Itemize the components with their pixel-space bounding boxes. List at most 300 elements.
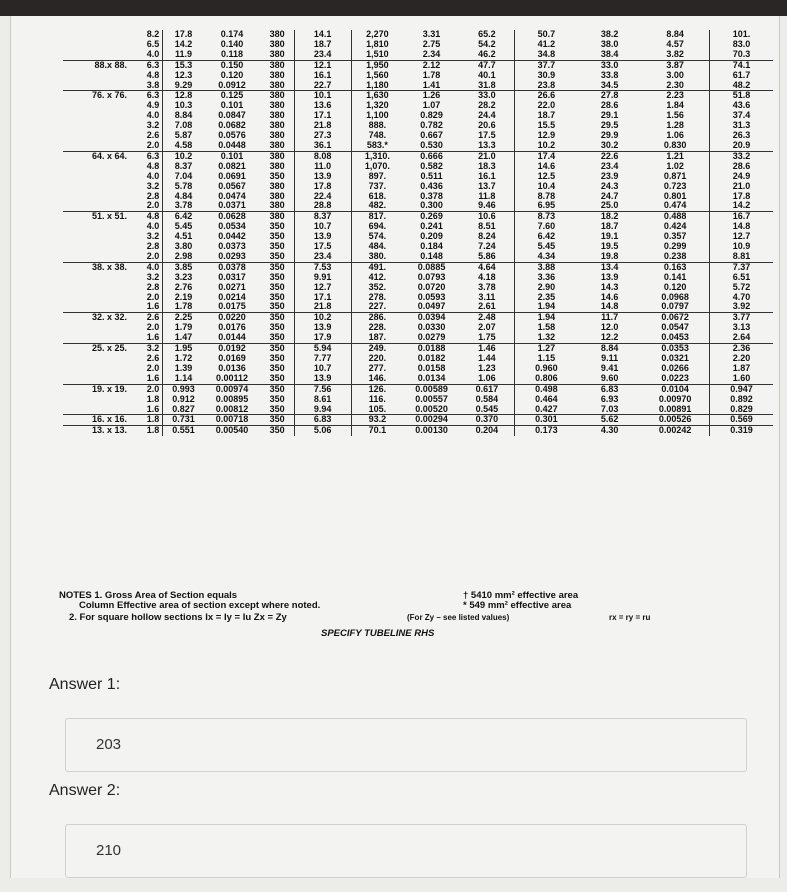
table-cell: 2.90: [514, 283, 578, 293]
section-size-cell: [63, 333, 131, 343]
table-cell: 0.173: [514, 426, 578, 436]
note-star: * 549 mm² effective area: [463, 600, 572, 611]
section-size-cell: [63, 252, 131, 262]
section-size-cell: [63, 182, 131, 192]
table-cell: 12.7: [709, 232, 773, 242]
table-cell: 277.: [351, 364, 403, 374]
table-cell: 12.1: [294, 60, 351, 70]
table-row: [63, 415, 773, 426]
table-cell: 187.: [351, 333, 403, 343]
table-cell: 12.3: [174, 70, 193, 80]
thickness-cell: 3.2: [131, 232, 163, 242]
table-cell: 0.0188: [403, 344, 460, 354]
table-cell: 15.3: [163, 60, 204, 70]
section-size-cell: [63, 395, 131, 405]
table-cell: 1.94: [514, 302, 578, 312]
thickness-cell: 2.0: [131, 141, 163, 151]
table-cell: 16.7: [709, 212, 773, 222]
table-cell: 14.3: [600, 282, 619, 292]
thickness-cell: 2.6: [131, 354, 163, 364]
table-cell: 34.8: [514, 50, 578, 60]
table-cell: 36.1: [294, 141, 351, 151]
table-cell: 12.8: [163, 91, 204, 101]
table-cell: 17.8: [294, 182, 351, 192]
table-row: [63, 313, 773, 323]
table-cell: 380: [269, 30, 285, 39]
table-cell: 2.36: [709, 344, 773, 354]
table-cell: 17.9: [294, 333, 351, 343]
table-cell: 46.2: [478, 49, 496, 59]
section-size-cell: 88.x 88.: [63, 60, 131, 70]
table-row: [63, 283, 773, 293]
table-cell: 0.319: [709, 426, 773, 436]
table-cell: 24.4: [478, 111, 496, 121]
table-cell: 10.3: [174, 101, 193, 111]
table-cell: 0.0567: [218, 181, 246, 191]
table-cell: 6.42: [514, 232, 578, 242]
table-cell: 380: [269, 201, 285, 211]
table-cell: 350: [260, 415, 294, 426]
table-row: [63, 405, 773, 415]
table-cell: 10.2: [294, 313, 351, 323]
note-1: NOTES 1. Gross Area of Section equals: [59, 590, 238, 601]
question-sheet: [10, 16, 780, 878]
table-cell: 0.300: [420, 201, 443, 211]
table-cell: 38.0: [600, 39, 619, 49]
table-cell: 1.07: [422, 101, 441, 111]
table-row: [63, 302, 773, 312]
section-size-cell: [63, 162, 131, 172]
table-cell: 0.0442: [218, 232, 246, 242]
table-row: [63, 141, 773, 151]
table-cell: 350: [269, 282, 285, 292]
table-row: [63, 323, 773, 333]
table-cell: 1.58: [514, 323, 578, 333]
table-cell: 1.28: [666, 121, 684, 131]
table-cell: 17.1: [294, 293, 351, 303]
section-size-cell: [63, 172, 131, 182]
table-row: [63, 121, 773, 131]
table-cell: 0.0912: [218, 80, 246, 90]
table-cell: 0.0797: [661, 302, 689, 312]
table-cell: 0.0223: [661, 373, 689, 383]
table-cell: 1.02: [666, 161, 684, 171]
table-row: [63, 101, 773, 111]
table-cell: 14.2: [709, 201, 773, 211]
table-cell: 0.530: [420, 140, 443, 150]
table-cell: 1.14: [174, 373, 193, 383]
table-cell: 17.5: [478, 131, 496, 141]
table-cell: 694.: [351, 222, 403, 232]
section-size-cell: 38. x 38.: [63, 262, 131, 272]
table-cell: 0.0353: [641, 344, 709, 354]
table-cell: 10.9: [709, 242, 773, 252]
table-cell: 6.83: [578, 384, 642, 394]
table-cell: 14.6: [600, 292, 619, 302]
table-cell: 20.9: [709, 141, 773, 151]
table-cell: 5.87: [174, 131, 193, 141]
table-cell: 0.148: [420, 251, 443, 261]
table-cell: 7.53: [294, 262, 351, 272]
thickness-cell: 1.6: [131, 405, 163, 415]
table-cell: 2.25: [163, 313, 204, 323]
table-cell: 2.20: [709, 354, 773, 364]
table-cell: 0.0593: [417, 292, 446, 302]
table-cell: 116.: [351, 395, 403, 405]
note-2c: rx = ry = ru: [609, 613, 651, 622]
thickness-cell: 4.0: [131, 172, 163, 182]
table-cell: 23.8: [514, 81, 578, 91]
table-cell: 0.830: [663, 140, 687, 150]
thickness-cell: 4.0: [131, 262, 163, 272]
section-size-cell: [63, 293, 131, 303]
section-size-cell: 25. x 25.: [63, 344, 131, 354]
table-cell: 10.4: [514, 182, 578, 192]
table-cell: 5.06: [294, 426, 351, 436]
table-cell: 8.81: [709, 252, 773, 262]
table-cell: 13.9: [294, 374, 351, 384]
table-cell: 0.829: [709, 405, 773, 415]
table-cell: 83.0: [709, 40, 773, 50]
table-cell: 22.7: [294, 81, 351, 91]
table-cell: 0.00294: [403, 415, 460, 426]
table-cell: 0.0279: [417, 333, 446, 343]
table-cell: 0.0293: [218, 251, 246, 261]
table-cell: 0.0793: [417, 272, 446, 282]
note-dagger: † 5410 mm² effective area: [463, 590, 579, 601]
table-cell: 0.0158: [417, 363, 446, 373]
table-cell: 12.9: [514, 131, 578, 141]
table-cell: 5.94: [294, 344, 351, 354]
table-cell: 4.84: [174, 191, 193, 201]
table-cell: 28.8: [294, 201, 351, 211]
table-cell: 1.78: [422, 70, 441, 80]
table-cell: 11.0: [294, 162, 351, 172]
table-cell: 2.23: [641, 91, 709, 101]
table-cell: 0.0373: [218, 242, 246, 252]
section-size-cell: [63, 101, 131, 111]
table-cell: 37.7: [514, 60, 578, 70]
table-cell: 350: [269, 333, 285, 343]
table-cell: 23.4: [294, 252, 351, 262]
table-row: [63, 111, 773, 121]
table-cell: 2.76: [174, 282, 193, 292]
table-cell: 6.83: [294, 415, 351, 426]
table-cell: 23.9: [600, 171, 619, 181]
table-cell: 25.0: [600, 201, 619, 211]
table-row: [63, 201, 773, 211]
table-cell: 0.0847: [218, 111, 246, 121]
table-cell: 0.299: [663, 242, 687, 252]
table-cell: 0.184: [420, 242, 443, 252]
note-2b: (For Zy – see listed values): [407, 613, 510, 622]
table-cell: 0.667: [420, 131, 443, 141]
answer-2-box[interactable]: [65, 824, 747, 878]
table-cell: 0.269: [403, 212, 460, 222]
section-size-cell: [63, 273, 131, 283]
table-cell: 7.03: [600, 404, 619, 414]
table-cell: 380: [269, 131, 285, 141]
table-cell: 14.8: [600, 302, 619, 312]
table-cell: 2.07: [478, 323, 496, 333]
table-cell: 8.37: [174, 161, 193, 171]
table-cell: 1,070.: [351, 162, 403, 172]
table-cell: 0.584: [475, 394, 499, 404]
table-cell: 29.1: [600, 111, 619, 121]
table-cell: 4.51: [174, 232, 193, 242]
thickness-cell: 3.2: [131, 273, 163, 283]
table-cell: 10.6: [460, 212, 514, 222]
section-size-cell: [63, 141, 131, 151]
table-cell: 10.7: [294, 364, 351, 374]
table-cell: 0.947: [709, 384, 773, 394]
table-cell: 8.24: [478, 232, 496, 242]
table-cell: 0.569: [709, 415, 773, 426]
table-row: [63, 262, 773, 272]
table-cell: 19.5: [600, 242, 619, 252]
table-cell: 0.829: [420, 111, 443, 121]
table-cell: 574.: [351, 232, 403, 242]
table-cell: 0.00970: [658, 394, 692, 404]
table-cell: 2.61: [478, 302, 496, 312]
table-cell: 30.9: [514, 71, 578, 81]
table-cell: 4.70: [709, 293, 773, 303]
table-cell: 484.: [351, 242, 403, 252]
table-cell: 0.118: [220, 49, 243, 59]
table-cell: 0.0271: [218, 282, 246, 292]
table-cell: 9.60: [600, 373, 619, 383]
thickness-cell: 1.6: [131, 374, 163, 384]
table-cell: 33.0: [460, 91, 514, 101]
table-cell: 30.2: [600, 140, 619, 150]
section-size-cell: [63, 354, 131, 364]
table-cell: 0.0176: [218, 323, 246, 333]
table-cell: 350: [260, 426, 294, 436]
section-size-cell: [63, 374, 131, 384]
table-cell: 5.45: [174, 222, 193, 232]
table-cell: 1,510: [351, 50, 403, 60]
table-cell: 0.0453: [661, 333, 689, 343]
table-cell: 9.91: [294, 273, 351, 283]
table-cell: 380: [269, 101, 285, 111]
table-cell: 0.0720: [417, 282, 446, 292]
table-cell: 3.78: [174, 201, 193, 211]
table-cell: 380: [269, 140, 285, 150]
table-cell: 380: [260, 212, 294, 222]
table-cell: 18.7: [600, 222, 619, 232]
table-cell: 3.13: [709, 323, 773, 333]
table-cell: 1,810: [351, 40, 403, 50]
table-cell: 1,100: [351, 111, 403, 121]
table-cell: 40.1: [478, 70, 496, 80]
table-cell: 26.6: [514, 91, 578, 101]
table-row: [63, 81, 773, 91]
table-cell: 0.0672: [641, 313, 709, 323]
table-cell: 1.75: [478, 333, 496, 343]
section-size-cell: 16. x 16.: [63, 415, 131, 426]
table-cell: 34.5: [600, 80, 619, 90]
table-cell: 33.2: [709, 151, 773, 161]
table-cell: 350: [269, 302, 285, 312]
table-cell: 2,270: [351, 30, 403, 40]
table-cell: 2.12: [403, 60, 460, 70]
table-cell: 482.: [351, 201, 403, 211]
table-cell: 412.: [351, 273, 403, 283]
table-row: [63, 60, 773, 70]
table-cell: 20.6: [478, 121, 496, 131]
table-cell: 2.48: [460, 313, 514, 323]
table-cell: 227.: [351, 302, 403, 312]
section-size-cell: [63, 323, 131, 333]
table-cell: 8.73: [514, 212, 578, 222]
top-dark-bar: [0, 0, 787, 16]
table-cell: 0.0378: [204, 262, 261, 272]
table-cell: 350: [269, 363, 285, 373]
table-cell: 13.6: [294, 101, 351, 111]
table-cell: 0.474: [663, 201, 687, 211]
table-cell: 17.1: [294, 111, 351, 121]
table-cell: 8.61: [294, 395, 351, 405]
table-cell: 27.3: [294, 131, 351, 141]
section-size-cell: 51. x 51.: [63, 212, 131, 222]
table-row: [63, 232, 773, 242]
table-cell: 4.57: [666, 39, 684, 49]
table-cell: 2.34: [422, 49, 441, 59]
table-cell: 18.3: [478, 161, 496, 171]
table-cell: 1.84: [666, 101, 684, 111]
table-cell: 10.2: [163, 151, 204, 161]
thickness-cell: 2.0: [131, 384, 163, 394]
table-cell: 0.0628: [204, 212, 261, 222]
table-cell: 6.93: [600, 394, 619, 404]
table-cell: 61.7: [709, 71, 773, 81]
table-cell: 0.427: [514, 405, 578, 415]
table-row: [63, 131, 773, 141]
table-cell: 350: [260, 344, 294, 354]
table-cell: 1.39: [174, 363, 193, 373]
table-cell: 4.64: [460, 262, 514, 272]
thickness-cell: 2.0: [131, 252, 163, 262]
table-cell: 0.0220: [204, 313, 261, 323]
table-cell: 9.94: [294, 405, 351, 415]
table-cell: 748.: [351, 131, 403, 141]
table-cell: 0.0821: [218, 161, 246, 171]
table-cell: 0.00589: [403, 384, 460, 394]
table-cell: 1,560: [351, 71, 403, 81]
table-cell: 0.00130: [403, 426, 460, 436]
answer-1-box[interactable]: [65, 718, 747, 772]
table-cell: 70.1: [351, 426, 403, 436]
table-cell: 28.2: [478, 101, 496, 111]
table-cell: 0.00891: [658, 404, 692, 414]
table-cell: 23.4: [600, 161, 619, 171]
thickness-cell: 4.9: [131, 101, 163, 111]
table-cell: 18.7: [294, 40, 351, 50]
table-cell: 0.00526: [641, 415, 709, 426]
table-cell: 2.19: [174, 292, 193, 302]
table-cell: 126.: [351, 384, 403, 394]
table-cell: 350: [269, 171, 285, 181]
thickness-cell: 2.8: [131, 192, 163, 202]
table-cell: 16.1: [294, 71, 351, 81]
table-row: [63, 333, 773, 343]
thickness-cell: 4.0: [131, 222, 163, 232]
note-1b: Column Effective area of section except where noted.: [79, 600, 321, 611]
section-size-cell: [63, 222, 131, 232]
table-row: [63, 50, 773, 60]
table-cell: 8.84: [666, 30, 684, 39]
table-row: [63, 71, 773, 81]
table-cell: 1.46: [460, 344, 514, 354]
table-row: [63, 384, 773, 394]
table-cell: 1.79: [174, 323, 193, 333]
table-cell: 888.: [351, 121, 403, 131]
table-cell: 7.04: [174, 171, 193, 181]
thickness-cell: 1.8: [131, 395, 163, 405]
table-cell: 28.6: [600, 101, 619, 111]
table-cell: 13.9: [294, 323, 351, 333]
thickness-cell: 2.8: [131, 242, 163, 252]
thickness-cell: 4.0: [131, 111, 163, 121]
table-cell: 0.141: [663, 272, 687, 282]
table-cell: 0.0182: [417, 354, 446, 363]
table-cell: 3.87: [641, 60, 709, 70]
table-cell: 380: [269, 70, 285, 80]
table-cell: 0.0968: [661, 292, 689, 302]
table-cell: 350: [269, 394, 285, 404]
thickness-cell: 3.2: [131, 182, 163, 192]
table-cell: 350: [269, 251, 285, 261]
thickness-cell: 2.0: [131, 293, 163, 303]
table-cell: 380: [269, 39, 285, 49]
table-cell: 350: [269, 404, 285, 414]
table-cell: 1,180: [351, 81, 403, 91]
table-cell: 1,950: [351, 60, 403, 70]
table-cell: 12.5: [514, 172, 578, 182]
table-cell: 350: [269, 323, 285, 333]
table-cell: 0.0682: [218, 121, 246, 131]
table-cell: 1,320: [351, 101, 403, 111]
table-cell: 380: [269, 191, 285, 201]
table-cell: 352.: [351, 283, 403, 293]
table-cell: 6.42: [163, 212, 204, 222]
answer-2-label: Answer 2:: [49, 782, 121, 799]
table-cell: 0.370: [460, 415, 514, 426]
table-cell: 0.0394: [403, 313, 460, 323]
thickness-cell: 4.8: [131, 162, 163, 172]
table-cell: 897.: [351, 172, 403, 182]
table-cell: 350: [260, 384, 294, 394]
table-cell: 14.2: [174, 39, 193, 49]
table-cell: 0.357: [663, 232, 687, 242]
answer-1-value: 203: [96, 736, 122, 753]
table-cell: 31.8: [478, 80, 496, 90]
table-cell: 3.88: [514, 262, 578, 272]
section-size-cell: [63, 302, 131, 312]
table-cell: 350: [269, 242, 285, 252]
thickness-cell: 4.0: [131, 50, 163, 60]
thickness-cell: 6.3: [131, 60, 163, 70]
table-cell: 0.498: [514, 384, 578, 394]
table-cell: 1.72: [174, 354, 193, 363]
table-cell: 0.424: [663, 222, 687, 232]
table-cell: 1.32: [514, 333, 578, 343]
section-size-cell: [63, 232, 131, 242]
table-row: [63, 242, 773, 252]
table-cell: 50.7: [514, 30, 578, 40]
table-cell: 0.00974: [204, 384, 261, 394]
table-cell: 22.6: [578, 151, 642, 161]
